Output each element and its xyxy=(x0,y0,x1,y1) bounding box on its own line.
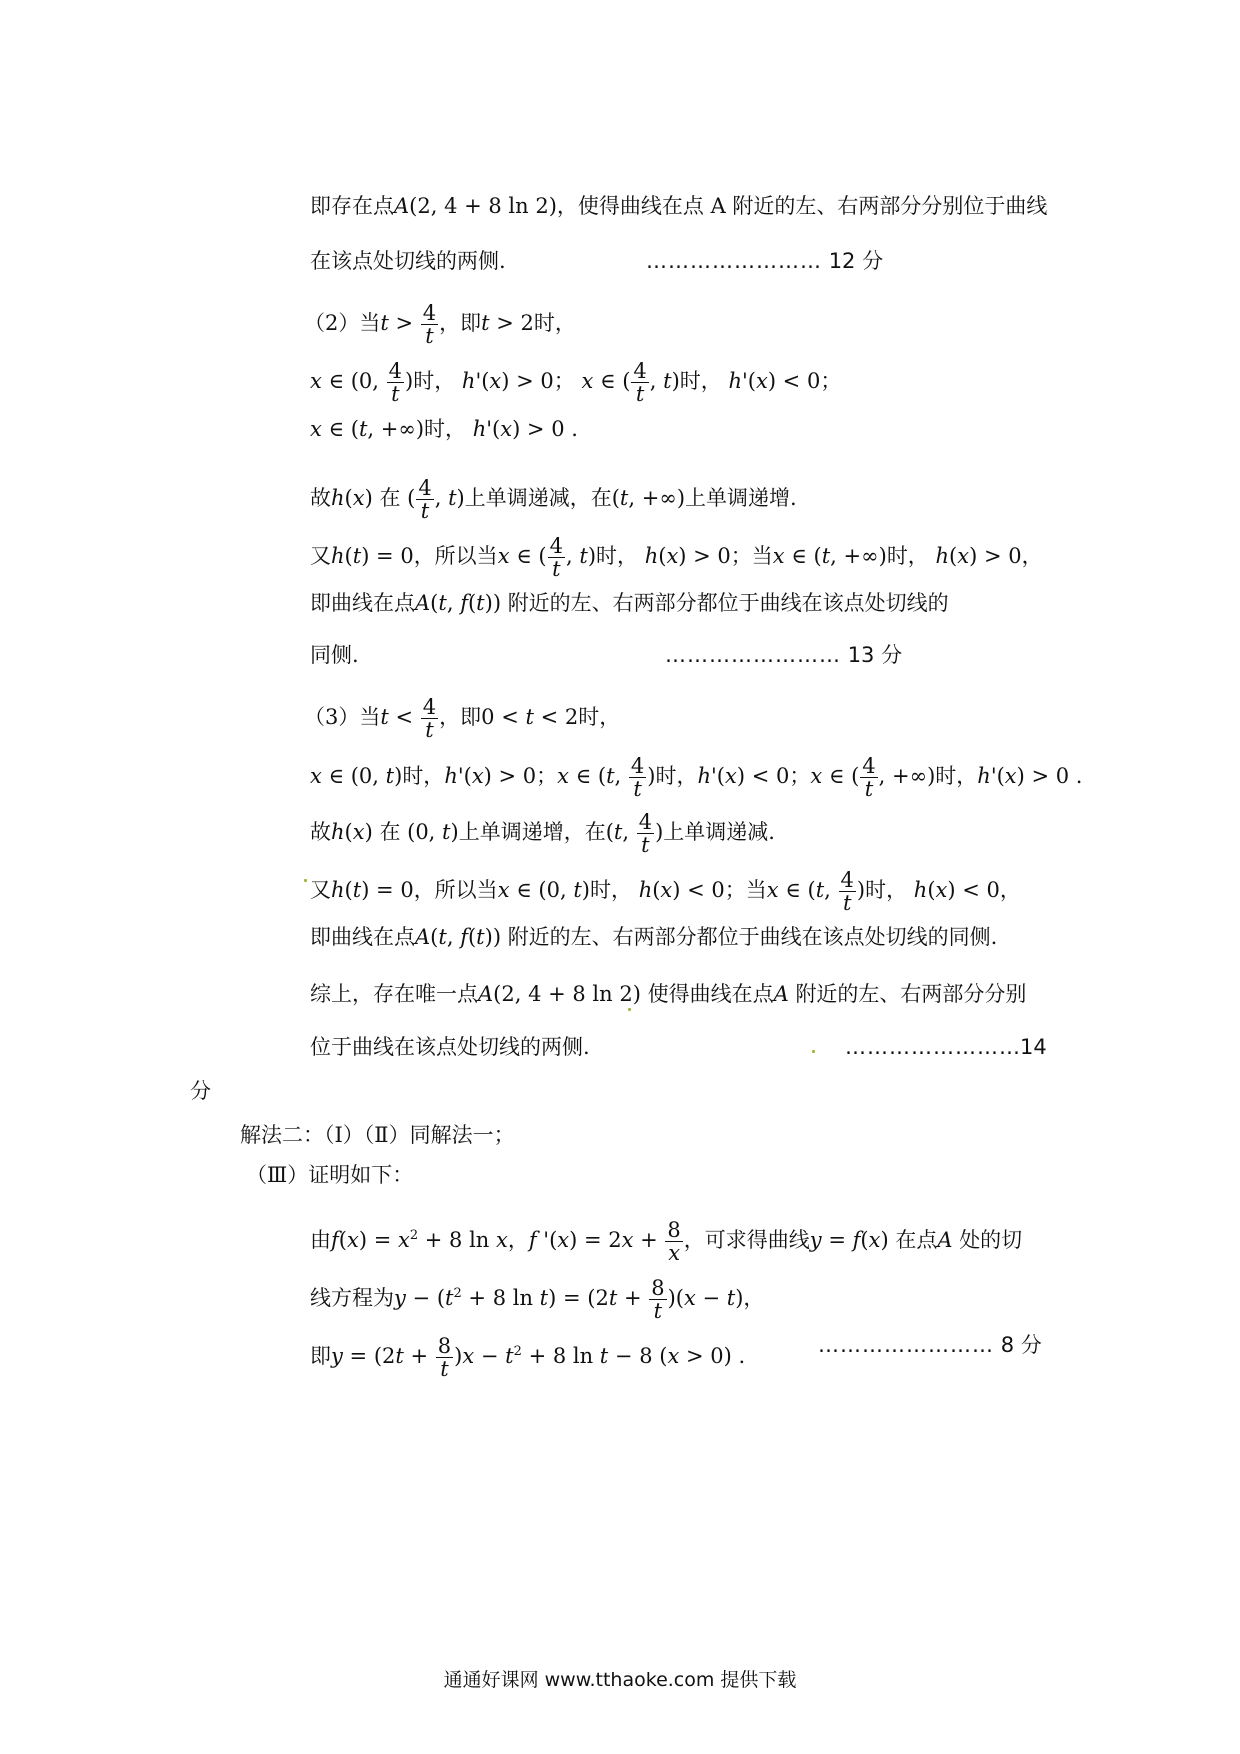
fraction: $\frac{4}{t}$ xyxy=(422,301,437,349)
text-line: 故h(x) 在 ( $\frac{4}{t}$ , t)上单调递减，在(t, +∞)上单调递增. xyxy=(310,476,797,524)
text-line: （3）当t < $\frac{4}{t}$ ，即0 < t < 2时， xyxy=(304,695,621,743)
score-marker: …………………… 13 分 xyxy=(665,643,903,667)
text-line: x ∈ (0, $\frac{4}{t}$ )时， h'(x) > 0； x ∈ ( $\frac{4}{t}$ , t)时， h'(x) < 0； xyxy=(310,359,842,407)
text-line: 由$f(x) = x^2 + 8$ ln x，f '(x) = 2x + $\frac{8}{x}$ ，可求得曲线y = f(x) 在点A 处的切 xyxy=(310,1218,1023,1266)
text-line: 又h(t) = 0，所以当x ∈ (0, t)时， h(x) < 0；当x ∈ (t, $\frac{4}{t}$ )时， h(x) < 0， xyxy=(310,868,1021,916)
text-line: 即曲线在点A(t, f(t)) 附近的左、右两部分都位于曲线在该点处切线的 xyxy=(310,591,949,615)
text-line: （Ⅲ）证明如下： xyxy=(246,1163,414,1187)
text-line: 分 xyxy=(190,1079,211,1103)
score-marker: …………………… 8 分 xyxy=(818,1333,1042,1357)
score-marker: …………………… 12 分 xyxy=(646,249,884,273)
score-value: 14 xyxy=(1020,1035,1047,1059)
text-line: 即y = (2t + $\frac{8}{t}$ )$x - t^2 + 8$ ln t − 8 (x > 0) . xyxy=(310,1334,746,1382)
text-line: 又h(t) = 0，所以当x ∈ ( $\frac{4}{t}$ , t)时， h(x) > 0；当x ∈ (t, +∞)时， h(x) > 0， xyxy=(310,534,1043,582)
scan-speck xyxy=(628,1008,631,1011)
footer: 通通好课网 www.tthaoke.com 提供下载 xyxy=(443,1669,797,1691)
text-line: x ∈ (t, +∞)时， h'(x) > 0 . xyxy=(310,417,578,441)
text-line: 即曲线在点A(t, f(t)) 附近的左、右两部分都位于曲线在该点处切线的同侧. xyxy=(310,925,998,949)
text-line: 综上，存在唯一点A(2, 4 + 8 ln 2) 使得曲线在点A 附近的左、右两部分分别 xyxy=(310,982,1027,1006)
text-line: （2）当t > $\frac{4}{t}$ ，即t > 2时， xyxy=(304,301,576,349)
text-line: x ∈ (0, t)时，h'(x) > 0；x ∈ (t, $\frac{4}{t}$ )时，h'(x) < 0；x ∈ ( $\frac{4}{t}$ , +∞)时，h'(x) > 0 . xyxy=(310,754,1083,802)
score-marker: …………………… xyxy=(845,1035,1021,1059)
math: A xyxy=(394,194,410,218)
text-line: 即存在点A(2, 4 + 8 ln 2)，使得曲线在点 A 附近的左、右两部分分别位于曲线 xyxy=(310,194,1048,218)
text-line: 位于曲线在该点处切线的两侧. xyxy=(310,1035,590,1059)
text-line: 线方程为$y - (t^2 + 8$ ln t) = (2t + $\frac{8}{t}$ )(x − t)， xyxy=(310,1276,765,1324)
text-line: 在该点处切线的两侧. xyxy=(310,249,506,273)
scan-speck xyxy=(304,879,307,882)
text-line: 故h(x) 在 (0, t)上单调递增，在(t, $\frac{4}{t}$ )上单调递减. xyxy=(310,810,775,858)
text-line: 解法二：（Ⅰ）（Ⅱ）同解法一； xyxy=(240,1123,515,1147)
text-line: 同侧. xyxy=(310,643,359,667)
scan-speck xyxy=(812,1050,815,1053)
